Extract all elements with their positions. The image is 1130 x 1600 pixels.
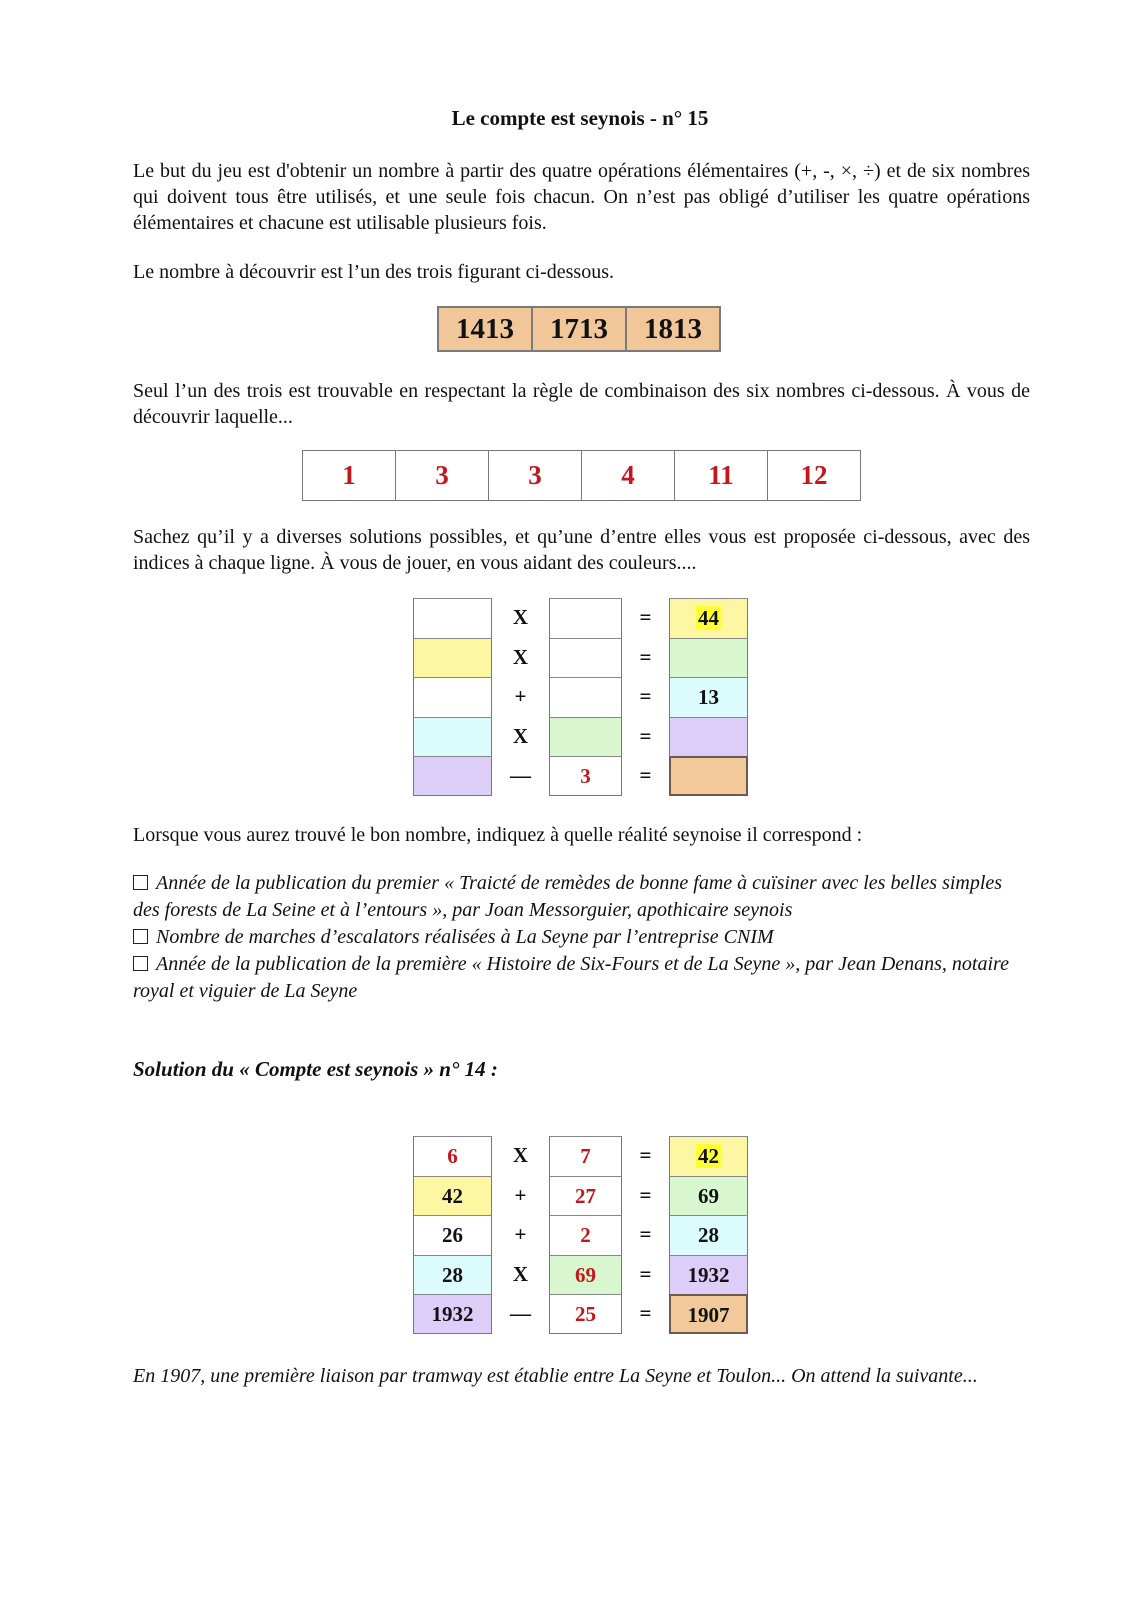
operator: —	[510, 1301, 531, 1325]
result-cell	[669, 1176, 748, 1216]
result-value: 1932	[687, 1262, 730, 1287]
operand-a-cell	[413, 717, 492, 757]
target-prompt: Le nombre à découvrir est l’un des trois figurant ci-dessous.	[133, 261, 614, 283]
operator: —	[510, 763, 531, 787]
operand-a-cell: 42	[413, 1176, 492, 1216]
hint-prompt: Sachez qu’il y a diverses solutions possibles, et qu’une d’entre elles vous est proposée ci-dessous, avec des indices à chaque ligne. À vous de jouer, en vous aidant des couleurs....	[133, 526, 1030, 574]
checkbox-icon[interactable]	[133, 875, 148, 890]
result-cell	[669, 598, 748, 638]
result-cell	[669, 1255, 748, 1295]
target-number: 1413	[439, 308, 533, 350]
target-numbers-box	[437, 306, 721, 352]
result-value: 13	[698, 685, 719, 709]
operator: +	[514, 1182, 527, 1207]
operator: +	[514, 1222, 527, 1246]
result-cell	[669, 677, 748, 717]
operator: X	[512, 644, 529, 669]
result-value: 28	[698, 1223, 719, 1247]
equals-sign: =	[639, 605, 652, 629]
closing-text: En 1907, une première liaison par tramway est établie entre La Seyne et Toulon... On attend la suivante...	[133, 1365, 978, 1387]
operand-a-cell	[413, 638, 492, 678]
question-text: Lorsque vous aurez trouvé le bon nombre, indiquez à quelle réalité seynoise il correspond :	[133, 824, 863, 846]
result-cell	[669, 1215, 748, 1255]
operand-b-cell: 3	[549, 756, 622, 796]
equals-sign: =	[639, 1143, 652, 1167]
target-number: 1713	[533, 308, 627, 350]
operator: X	[512, 1143, 529, 1167]
equals-sign: =	[639, 1301, 652, 1325]
answer-choices	[133, 870, 1030, 1005]
operand-a-cell: 1932	[413, 1294, 492, 1334]
operand-a-cell	[413, 756, 492, 796]
equals-sign: =	[639, 763, 652, 787]
result-cell	[669, 756, 748, 796]
checkbox-icon[interactable]	[133, 956, 148, 971]
solution-title: Solution du « Compte est seynois » n° 14 :	[133, 1057, 498, 1081]
answer-choice[interactable]	[133, 870, 1030, 924]
result-cell	[669, 1136, 748, 1176]
given-number: 11	[675, 451, 768, 500]
operand-b-cell: 27	[549, 1176, 622, 1216]
operand-b-cell: 7	[549, 1136, 622, 1176]
operand-a-cell	[413, 677, 492, 717]
operator: +	[514, 684, 527, 708]
choice-label: Nombre de marches d’escalators réalisées à La Seyne par l’entreprise CNIM	[156, 926, 774, 948]
result-cell	[669, 638, 748, 678]
operand-b-cell: 2	[549, 1215, 622, 1255]
equals-sign: =	[639, 644, 652, 669]
result-value: 44	[698, 606, 719, 630]
choice-label: Année de la publication du premier « Traicté de remèdes de bonne fame à cuïsiner avec les belles simples des forests de La Seine et à l’entours », par Joan Messorguier, apothicaire seynois	[133, 872, 1003, 921]
result-value: 1907	[687, 1303, 730, 1327]
operator: X	[512, 1261, 529, 1286]
equals-sign: =	[639, 684, 652, 708]
operand-b-cell	[549, 677, 622, 717]
equals-sign: =	[639, 1182, 652, 1207]
result-value: 42	[698, 1144, 719, 1168]
given-number: 1	[303, 451, 396, 500]
operator: X	[512, 605, 529, 629]
result-value: 69	[698, 1183, 719, 1208]
given-number: 4	[582, 451, 675, 500]
operand-a-cell: 6	[413, 1136, 492, 1176]
intro-paragraph: Le but du jeu est d'obtenir un nombre à partir des quatre opérations élémentaires (+, -, ×, ÷) et de six nombres qui doivent tous être utilisés, et une seule fois chacun. On n’est pas obligé d’utiliser les quatre opérations élémentaires et chacune est utilisable plusieurs fois.	[133, 160, 1030, 234]
operand-a-cell: 28	[413, 1255, 492, 1295]
answer-choice[interactable]	[133, 951, 1030, 1005]
operand-b-cell: 69	[549, 1255, 622, 1295]
target-number: 1813	[644, 313, 702, 345]
page-title: Le compte est seynois - n° 15	[451, 106, 709, 130]
choice-label: Année de la publication de la première « Histoire de Six-Fours et de La Seyne », par Jean Denans, notaire royal et viguier de La Seyne	[133, 953, 1009, 1002]
checkbox-icon[interactable]	[133, 929, 148, 944]
operand-b-cell: 25	[549, 1294, 622, 1334]
equals-sign: =	[639, 1261, 652, 1286]
operand-b-cell	[549, 717, 622, 757]
operand-b-cell	[549, 638, 622, 678]
operand-a-cell: 26	[413, 1215, 492, 1255]
numbers-prompt: Seul l’un des trois est trouvable en respectant la règle de combinaison des six nombres ci-dessous. À vous de découvrir laquelle...	[133, 380, 1030, 428]
equals-sign: =	[639, 723, 652, 748]
result-cell	[669, 717, 748, 757]
given-number: 12	[800, 460, 828, 490]
given-number: 3	[396, 451, 489, 500]
operand-b-cell	[549, 598, 622, 638]
operand-a-cell	[413, 598, 492, 638]
operator: X	[512, 723, 529, 748]
given-numbers-row	[302, 450, 861, 501]
result-cell	[669, 1294, 748, 1334]
equals-sign: =	[639, 1222, 652, 1246]
given-number: 3	[489, 451, 582, 500]
answer-choice[interactable]	[133, 924, 1030, 951]
